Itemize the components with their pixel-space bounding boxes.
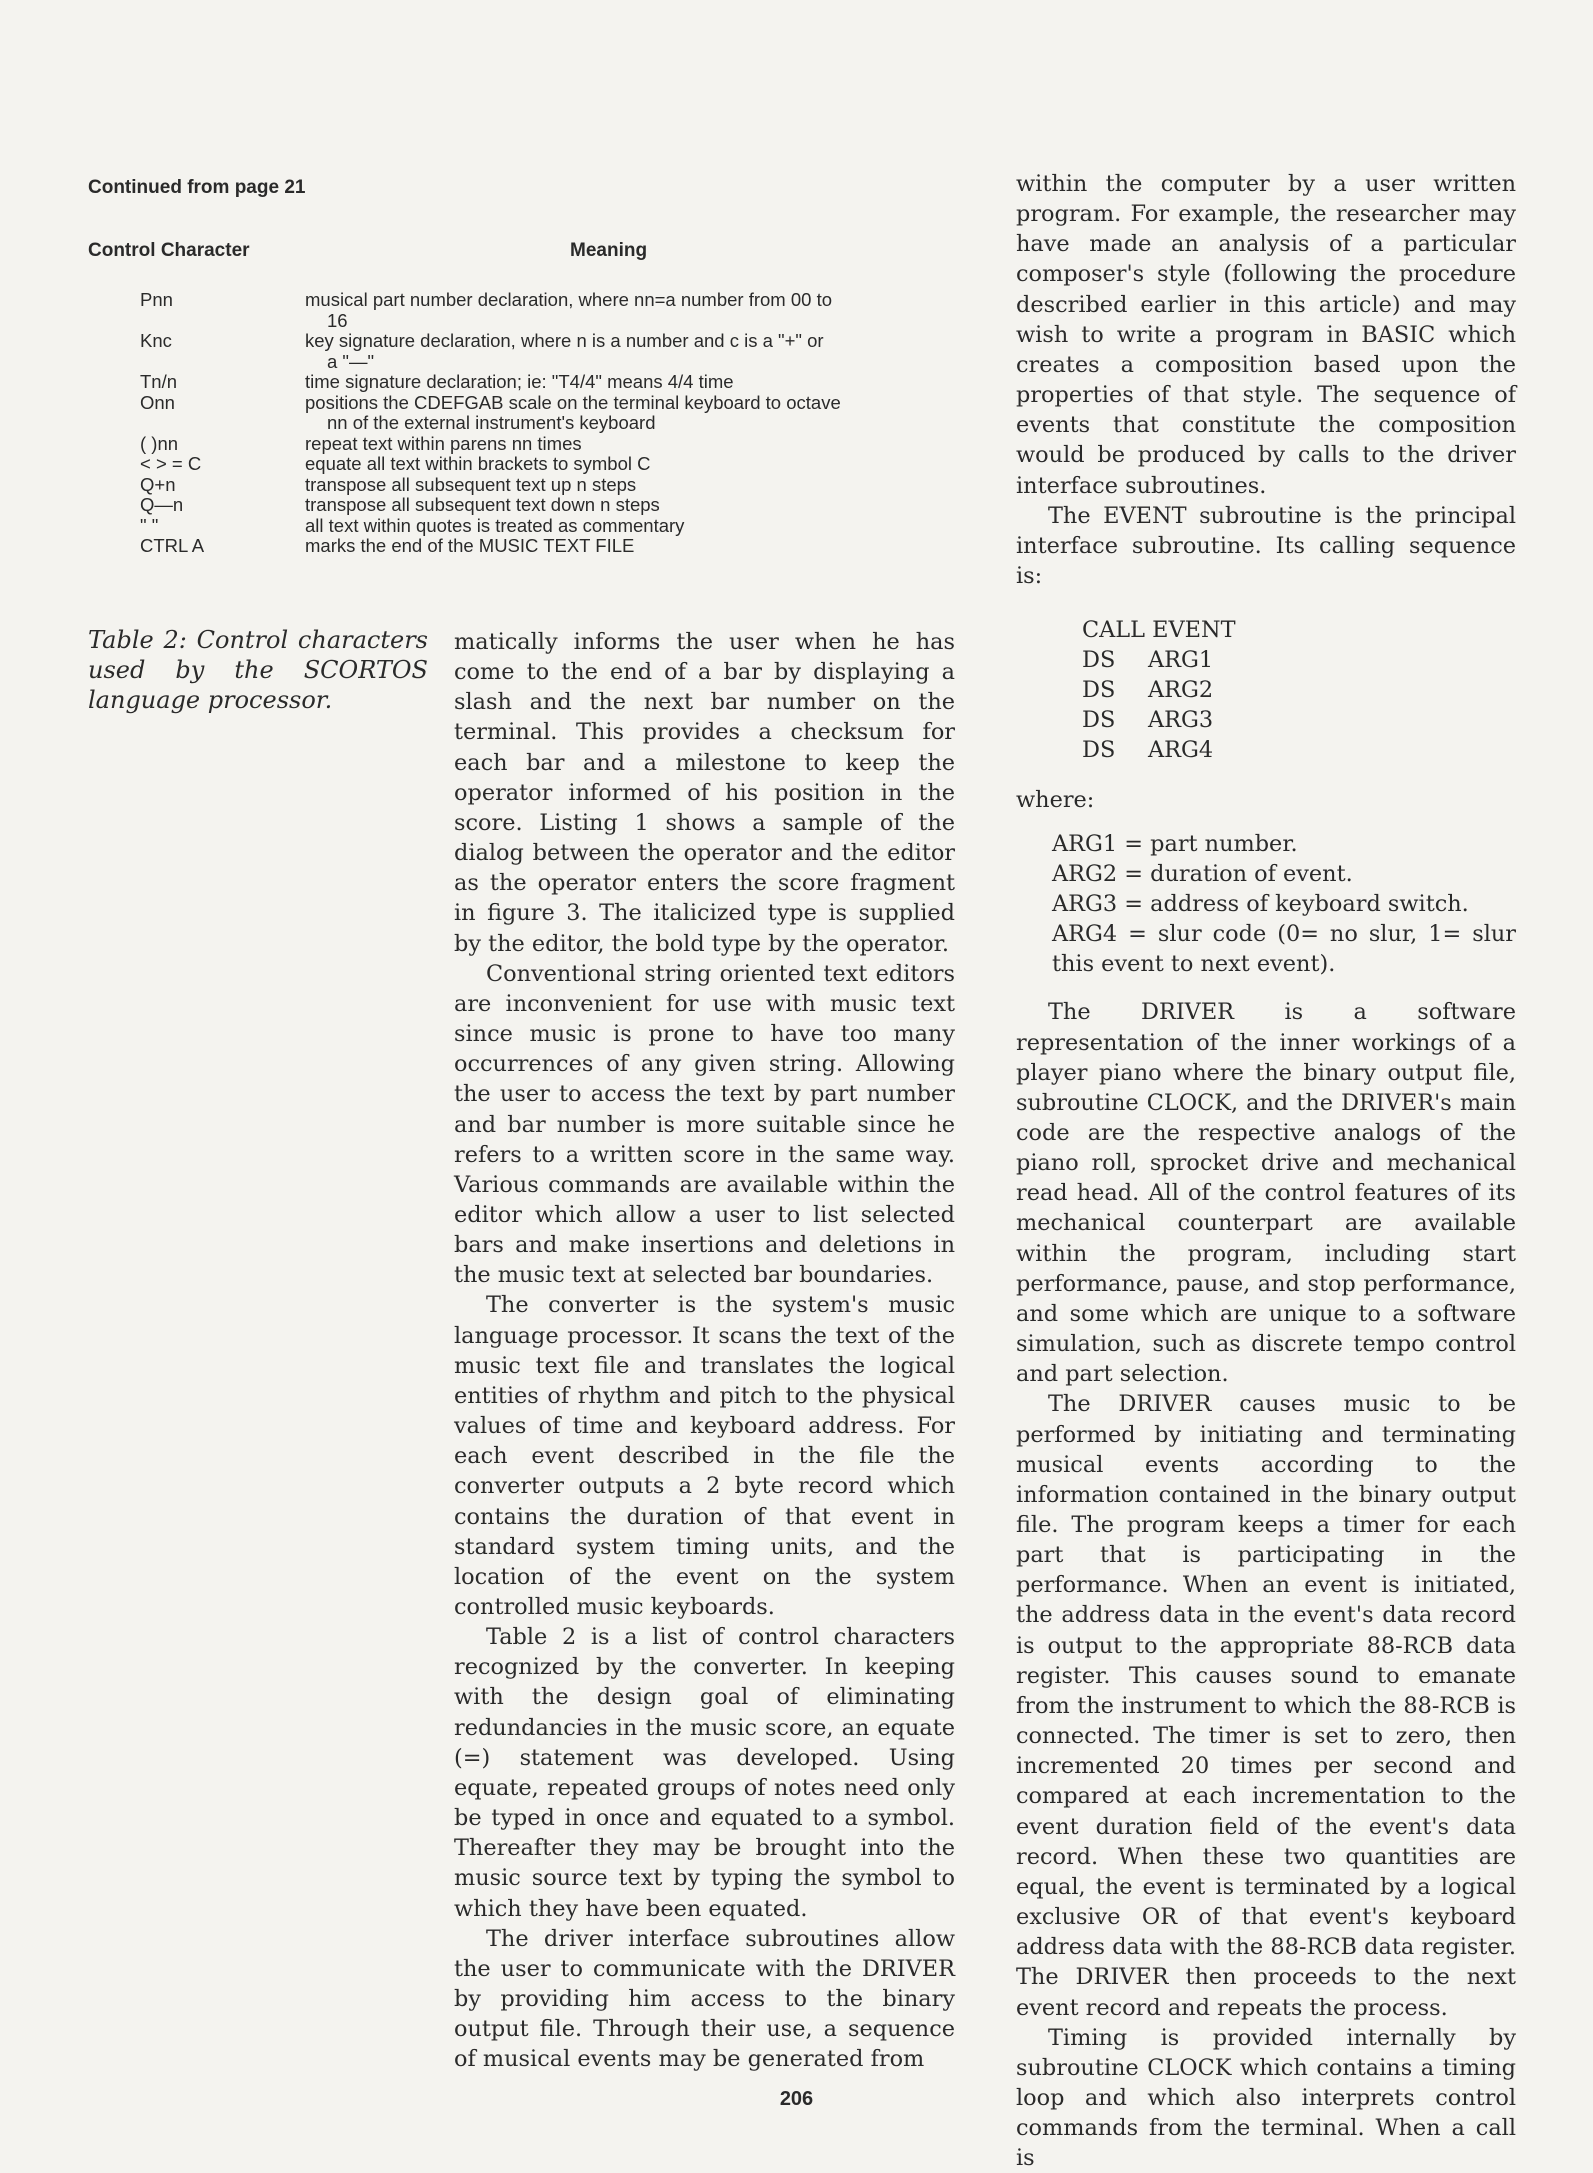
meaning-continuation: 16 (327, 309, 348, 331)
control-code: " " (140, 514, 159, 536)
paragraph: within the computer by a user written program. For example, the researcher may have made an analysis of a particular composer's style (following the procedure described earlier in this article) and may wish to write a program in BASIC which creates a composition based upon the properties of that style. The sequence of events that constitute the composition would be produced by calls to the driver interface subroutines. (1016, 171, 1516, 499)
arg-definition: ARG4 = slur code (0= no slur, 1= slur this event to next event). (1052, 921, 1516, 978)
control-code: Onn (140, 391, 175, 413)
control-code: ( )nn (140, 432, 179, 454)
meaning-text: transpose all subsequent text down n steps (305, 494, 660, 515)
table-header-meaning: Meaning (570, 240, 648, 261)
paragraph: The DRIVER causes music to be performed by initiating and terminating musical events according to the information contained in the binary output file. The program keeps a timer for each part that is participating in the performance. When an event is initiated, the address data in the event's data record is output to the appropriate 88-RCB data register. This causes sound to emanate from the instrument to which the 88-RCB is connected. The timer is set to zero, then incremented 20 times per second and compared at each incrementation to the event duration field of the event's data record. When these two quantities are equal, the event is terminated by a logical exclusive OR of that event's keyboard address data with the 88-RCB data register. The DRIVER then proceeds to the next event record and repeats the process. (1016, 1391, 1516, 2021)
where-label: where: (1016, 787, 1095, 814)
meaning-continuation: nn of the external instrument's keyboard (327, 412, 656, 433)
meaning-continuation: a "—" (327, 350, 375, 372)
ds-line: DS ARG4 (1082, 737, 1214, 764)
meaning-text: equate all text within brackets to symbol C (305, 453, 651, 474)
paragraph: The EVENT subroutine is the principal interface subroutine. Its calling sequence is: (1016, 502, 1516, 590)
control-code: CTRL A (140, 535, 205, 556)
paragraph: Timing is provided internally by subroutine CLOCK which contains a timing loop and which also interprets control commands from the terminal. When a call is (1016, 2024, 1516, 2172)
table-row (88, 475, 948, 496)
ds-line: DS ARG2 (1082, 677, 1214, 704)
meaning-text: transpose all subsequent text up n steps (305, 473, 637, 495)
table-row (88, 372, 948, 393)
meaning-text: musical part number declaration, where nn=a number from 00 to (305, 289, 833, 310)
table-row (88, 454, 948, 475)
paragraph: Conventional string oriented text editors are inconvenient for use with music text since music is prone to have too many occurrences of any given string. Allowing the user to access the text by part number and bar number is more suitable since he refers to a written score in the same way. Various commands are available within the editor which allow a user to list selected bars and make insertions and deletions in the music text at selected bar boundaries. (454, 960, 955, 1289)
table-header-control-character: Control Character (88, 240, 250, 261)
control-code: Q+n (140, 473, 176, 495)
table-row (88, 536, 948, 557)
arg-definition: ARG2 = duration of event. (1052, 861, 1353, 888)
paragraph: The driver interface subroutines allow the user to communicate with the DRIVER by providing him access to the binary output file. Through their use, a sequence of musical events may be generated from (454, 1925, 955, 2073)
meaning-text: key signature declaration, where n is a number and c is a "+" or (305, 330, 824, 351)
table-row (88, 516, 948, 537)
arg-definition: ARG1 = part number. (1052, 831, 1298, 858)
paragraph: Table 2 is a list of control characters recognized by the converter. In keeping with the design goal of eliminating redundancies in the music score, an equate (=) statement was developed. Using equate, repeated groups of notes need only be typed in once and equated to a symbol. Thereafter they may be brought into the music source text by typing the symbol to which they have been equated. (454, 1624, 955, 1922)
control-character-table (88, 290, 948, 557)
body-column-middle (454, 627, 955, 2075)
table-row (88, 495, 948, 516)
table-caption: Table 2: Control characters used by the SCORTOS language processor. (88, 626, 428, 714)
meaning-text: marks the end of the MUSIC TEXT FILE (305, 535, 635, 556)
ds-line: DS ARG1 (1082, 647, 1214, 674)
page-number: 206 (779, 2088, 814, 2110)
paragraph: matically informs the user when he has come to the end of a bar by displaying a slash and the next bar number on the terminal. This provides a checksum for each bar and a milestone to keep the operator informed of his position in the score. Listing 1 shows a sample of the dialog between the operator and the editor as the operator enters the score fragment in figure 3. The italicized type is supplied by the editor, the bold type by the operator. (454, 629, 955, 957)
table-row (88, 434, 948, 455)
table-row (88, 331, 948, 372)
body-column-right (1016, 169, 1516, 2173)
paragraph: The converter is the system's music language processor. It scans the text of the music text file and translates the logical entities of rhythm and pitch to the physical values of time and keyboard address. For each event described in the file the converter outputs a 2 byte record which contains the duration of that event in standard system timing units, and the location of the event on the system controlled music keyboards. (454, 1292, 955, 1620)
arg-definition: ARG3 = address of keyboard switch. (1052, 891, 1469, 918)
control-code: < > = C (140, 453, 202, 474)
control-code: Pnn (140, 289, 173, 310)
control-code: Tn/n (140, 371, 178, 392)
table-row (88, 393, 948, 434)
table-row (88, 290, 948, 331)
argument-definitions (1052, 829, 1516, 979)
event-calling-sequence (1082, 615, 1516, 765)
continued-note: Continued from page 21 (88, 177, 306, 198)
paragraph: The DRIVER is a software representation of the inner workings of a player piano where the binary output file, subroutine CLOCK, and the DRIVER's main code are the respective analogs of the piano roll, sprocket drive and mechanical read head. All of the control features of its mechanical counterpart are available within the program, including start performance, pause, and stop performance, and some which are unique to a software simulation, such as discrete tempo control and part selection. (1016, 999, 1516, 1388)
meaning-text: all text within quotes is treated as commentary (305, 514, 685, 536)
meaning-text: repeat text within parens nn times (305, 432, 582, 454)
control-code: Knc (140, 330, 172, 351)
meaning-text: positions the CDEFGAB scale on the terminal keyboard to octave (305, 391, 841, 413)
ds-line: DS ARG3 (1082, 707, 1214, 734)
meaning-text: time signature declaration; ie: "T4/4" means 4/4 time (305, 371, 734, 392)
control-code: Q—n (140, 494, 184, 515)
call-statement: CALL EVENT (1082, 617, 1236, 644)
